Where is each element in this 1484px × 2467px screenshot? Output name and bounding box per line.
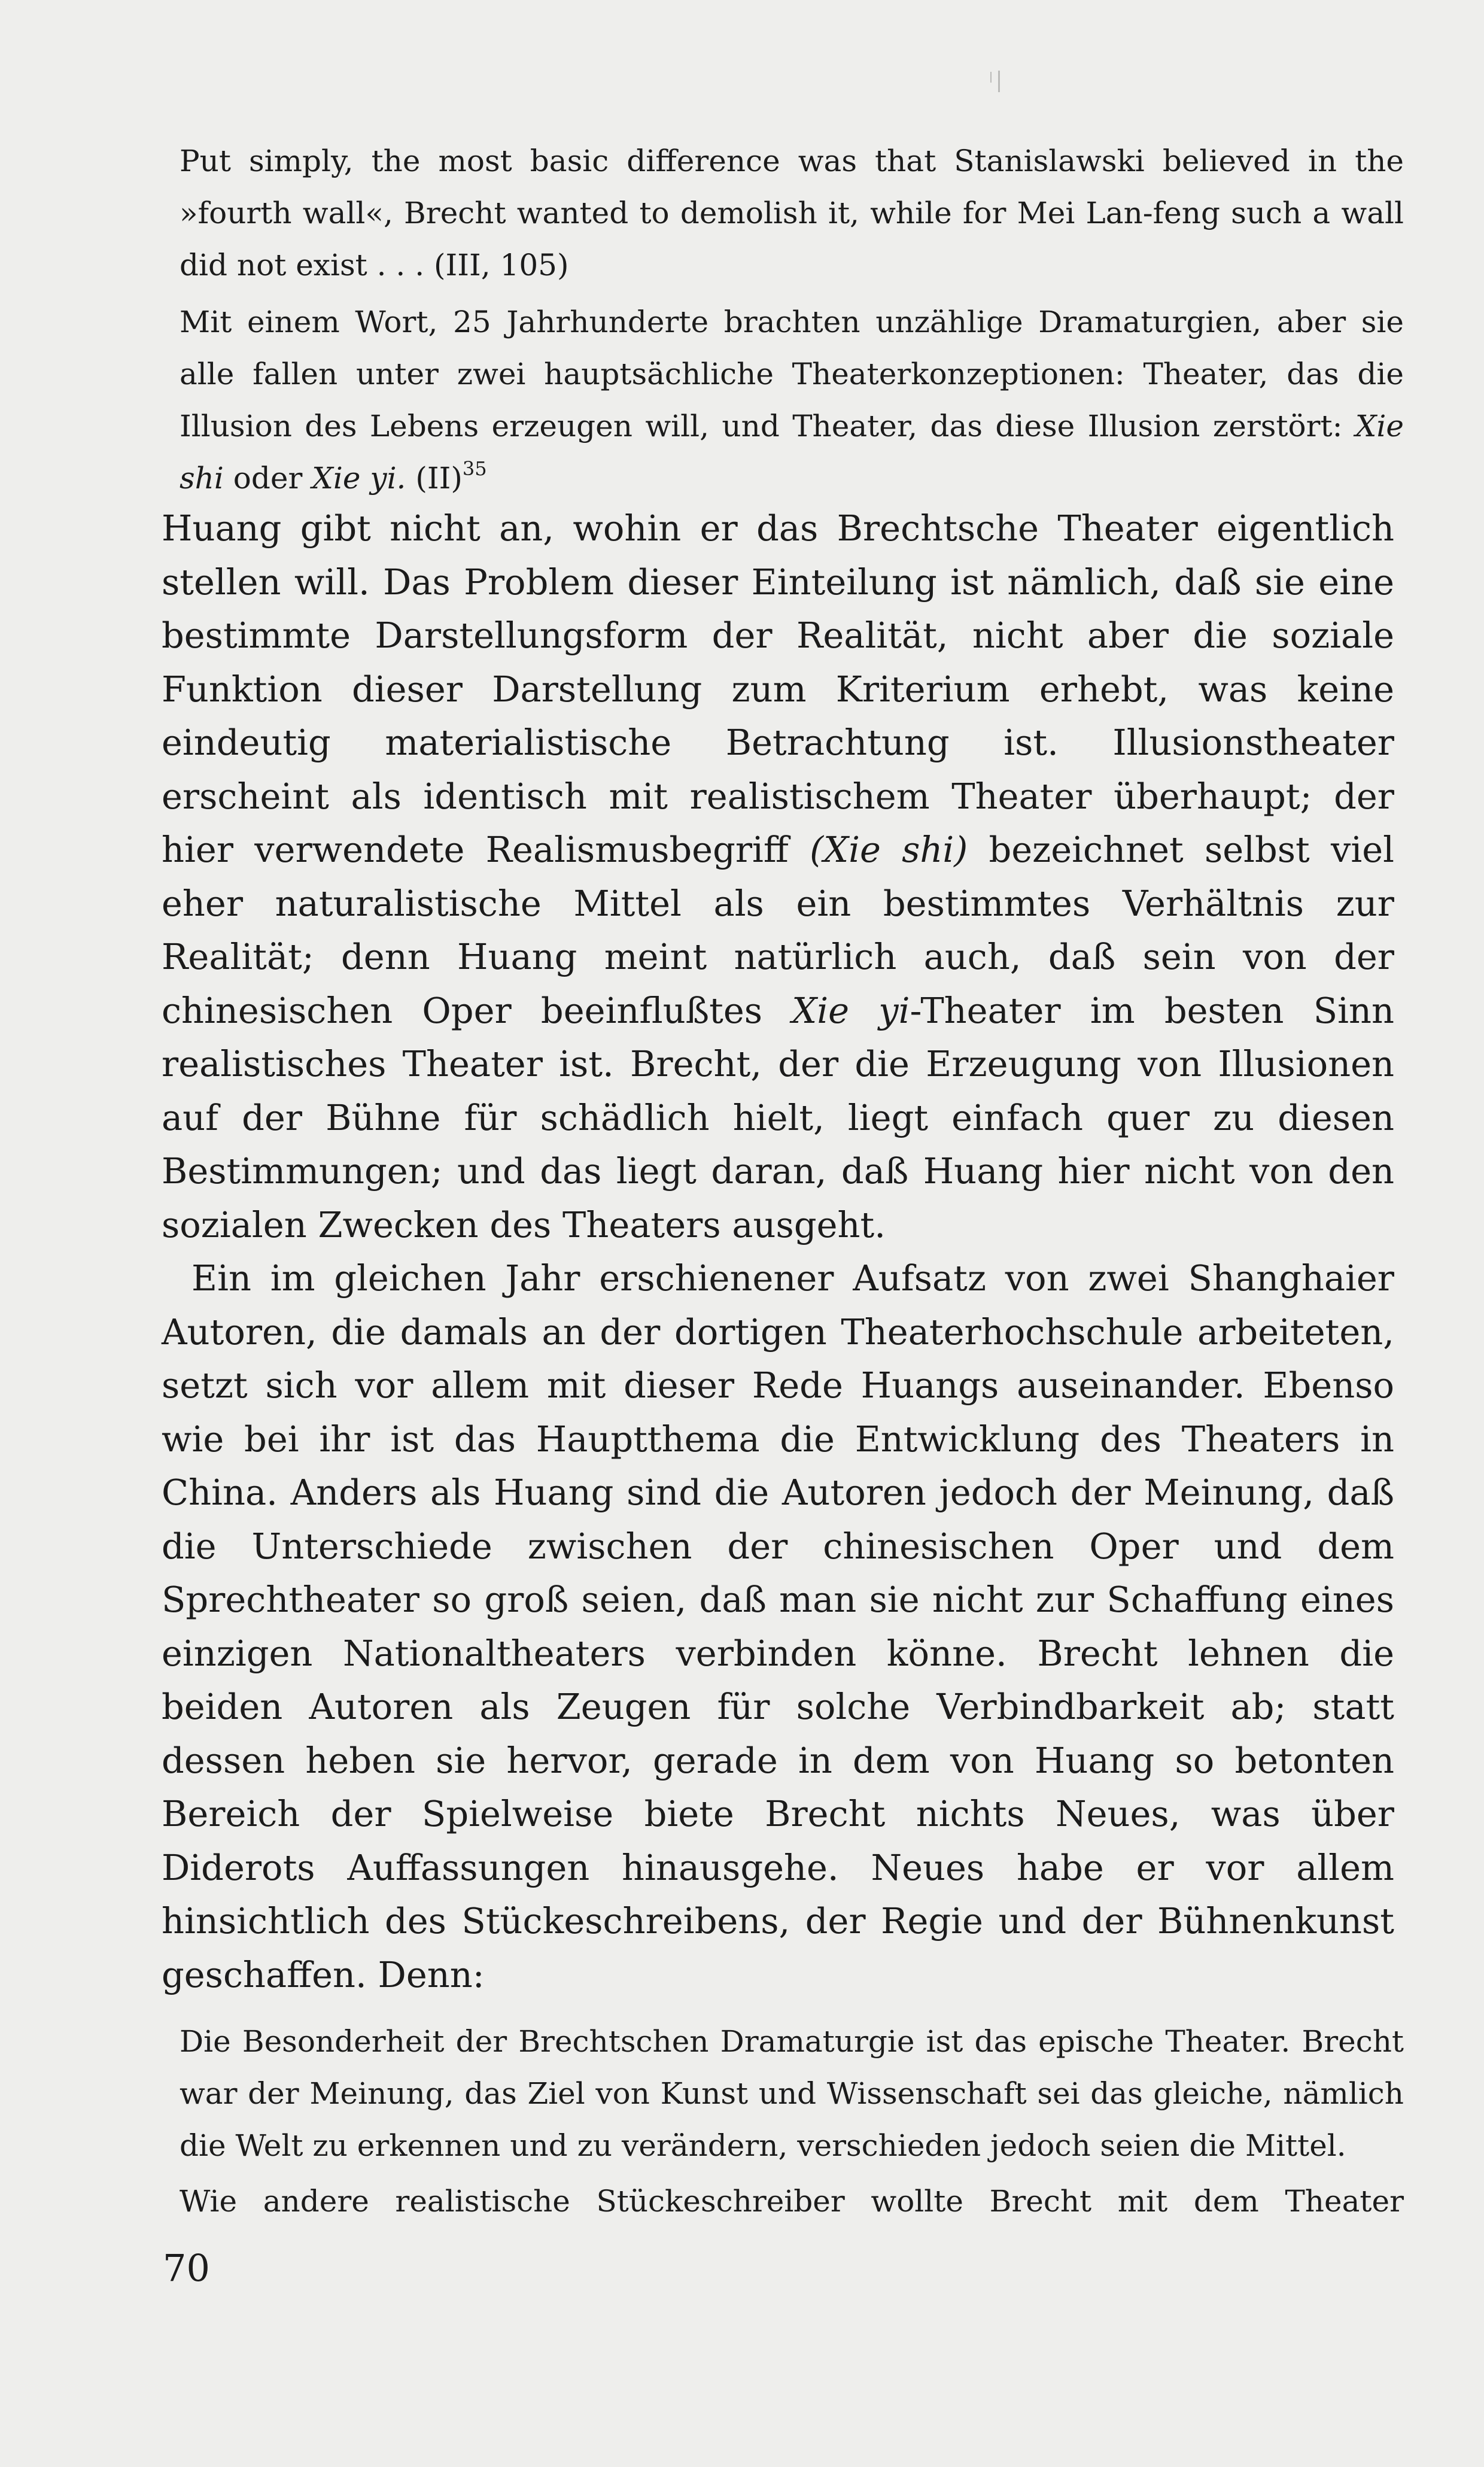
scan-mark-top-2: [990, 72, 992, 83]
term-xie-yi-inline: Xie yi: [792, 989, 910, 1031]
body-paragraph-2: [162, 1251, 1394, 2001]
quote-german-connector: oder: [223, 461, 312, 496]
page-number: 70: [163, 2246, 210, 2290]
block-quote-2: [180, 2016, 1404, 2228]
quote-german-text: Mit einem Wort, 25 Jahrhunderte brachten unzählige Dramaturgien, aber sie alle fallen unter zwei hauptsächliche Theaterkonzeptionen: Theater, das die Illusion des Lebens erzeugen will, und Theater, das diese Illusion zerstört:: [180, 305, 1404, 443]
block-quote-1: [180, 135, 1404, 505]
term-xie-shi-parenthetical: (Xie shi): [810, 829, 968, 870]
quote-paragraph-english: [180, 135, 1404, 291]
quote-2-paragraph-1-text: Die Besonderheit der Brechtschen Dramaturgie ist das epische Theater. Brecht war der Meinung, das Ziel von Kunst und Wissenschaft sei das gleiche, nämlich die Welt zu erkennen und zu verändern, verschieden jedoch seien die Mittel.: [180, 2024, 1404, 2163]
quote-2-paragraph-2: [180, 2176, 1404, 2228]
body-paragraph-2-text: Ein im gleichen Jahr erschienener Aufsatz von zwei Shanghaier Autoren, die damals an der dortigen Theaterhochschule arbeiteten, setzt sich vor allem mit dieser Rede Huangs auseinander. Ebenso wie bei ihr ist das Hauptthema die Entwicklung des Theaters in China. Anders als Huang sind die Autoren jedoch der Meinung, daß die Unterschiede zwischen der chinesischen Oper und dem Sprechtheater so groß seien, daß man sie nicht zur Schaffung eines einzigen Nationaltheaters verbinden könne. Brecht lehnen die beiden Autoren als Zeugen für solche Verbindbarkeit ab; statt dessen heben sie hervor, gerade in dem von Huang so betonten Bereich der Spielweise biete Brecht nichts Neues, was über Diderots Auffassungen hinausgehe. Neues habe er vor allem hinsichtlich des Stückeschreibens, der Regie und der Bühnenkunst geschaffen. Denn:: [162, 1257, 1394, 1995]
quote-2-paragraph-1: [180, 2016, 1404, 2172]
body-paragraph-1: [162, 502, 1394, 1251]
term-xie-yi: Xie yi.: [312, 461, 406, 496]
body-paragraph-1-text-a: Huang gibt nicht an, wohin er das Brechtsche Theater eigentlich stellen will. Das Problem dieser Einteilung ist nämlich, daß sie eine bestimmte Darstellungsform der Realität, nicht aber die soziale Funktion dieser Darstellung zum Kriterium erhebt, was keine eindeutig materialistische Betrachtung ist. Illusionstheater erscheint als identisch mit realistischem Theater überhaupt; der hier verwendete Realismusbegriff: [162, 508, 1394, 870]
quote-english-text: Put simply, the most basic difference was that Stanislawski believed in the »fourth wall«, Brecht wanted to demolish it, while for Mei Lan-feng such a wall did not exist . . . (III, 105): [180, 144, 1404, 282]
quote-german-source: (II): [406, 461, 463, 496]
body-paragraph-1-text-c: -Theater im besten Sinn realistisches Theater ist. Brecht, der die Erzeugung von Illusionen auf der Bühne für schädlich hielt, liegt einfach quer zu diesen Bestimmungen; und das liegt daran, daß Huang hier nicht von den sozialen Zwecken des Theaters ausgeht.: [162, 989, 1394, 1245]
term-xie-shi: Xie shi: [180, 409, 1404, 496]
scan-mark-top: [998, 71, 1000, 92]
main-text: [162, 502, 1394, 2001]
quote-2-paragraph-2-text: Wie andere realistische Stückeschreiber wollte Brecht mit dem Theater: [180, 2184, 1404, 2219]
body-paragraph-1-text-b: bezeichnet selbst viel eher naturalistische Mittel als ein bestimmtes Verhältnis zur Realität; denn Huang meint natürlich auch, daß sein von der chinesischen Oper beeinflußtes: [162, 829, 1394, 1031]
footnote-marker: 35: [462, 457, 487, 480]
quote-paragraph-german: [180, 296, 1404, 505]
